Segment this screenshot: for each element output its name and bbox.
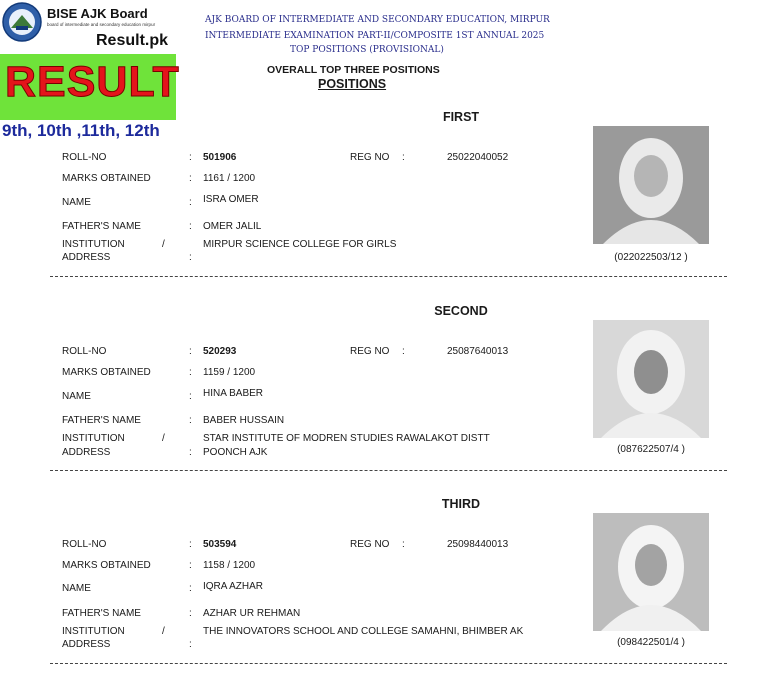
father-label: FATHER'S NAME [62, 608, 141, 619]
position-title: THIRD [441, 497, 481, 511]
colon: : [189, 391, 192, 402]
colon: : [189, 346, 192, 357]
roll-no-label: ROLL-NO [62, 346, 107, 357]
colon: : [189, 152, 192, 163]
roll-no-value: 501906 [203, 152, 237, 163]
colon: : [189, 583, 192, 594]
reg-no-value: 25022040052 [447, 152, 509, 163]
classes-text: 9th, 10th ,11th, 12th [2, 121, 160, 140]
reg-no-value: 25087640013 [447, 346, 509, 357]
colon: : [189, 415, 192, 426]
father-value: OMER JALIL [203, 221, 262, 232]
logo-brand-sub: board of intermediate and secondary education mirpur [47, 22, 156, 27]
slash: / [162, 433, 165, 444]
address-value: POONCH AJK [203, 447, 268, 458]
name-value: HINA BABER [203, 388, 264, 399]
reg-no-label: REG NO [350, 539, 390, 550]
colon: : [189, 197, 192, 208]
student-photo [593, 513, 709, 631]
divider [50, 470, 727, 471]
institution-value: MIRPUR SCIENCE COLLEGE FOR GIRLS [203, 239, 397, 250]
father-value: AZHAR UR REHMAN [203, 608, 301, 619]
header-board: AJK BOARD OF INTERMEDIATE AND SECONDARY EDUCATION, MIRPUR [205, 15, 550, 25]
position-title: SECOND [434, 304, 488, 318]
address-label: ADDRESS [62, 252, 111, 263]
logo-brand: BISE AJK Board [47, 6, 148, 21]
record-first [0, 110, 773, 303]
slash: / [162, 239, 165, 250]
colon: : [189, 608, 192, 619]
divider [50, 663, 727, 664]
photo-code: (098422501/4 ) [617, 637, 685, 648]
divider [50, 276, 727, 277]
roll-no-label: ROLL-NO [62, 539, 107, 550]
colon: : [402, 346, 405, 357]
institution-label: INSTITUTION [62, 626, 125, 637]
name-label: NAME [62, 197, 91, 208]
marks-label: MARKS OBTAINED [62, 367, 151, 378]
address-label: ADDRESS [62, 639, 111, 650]
positions-title: POSITIONS [318, 77, 387, 91]
portrait-icon [593, 126, 709, 244]
colon: : [189, 221, 192, 232]
record-third [0, 497, 773, 681]
father-label: FATHER'S NAME [62, 221, 141, 232]
marks-value: 1159 / 1200 [203, 367, 256, 378]
roll-no-value: 503594 [203, 539, 237, 550]
student-photo [593, 320, 709, 438]
colon: : [402, 539, 405, 550]
reg-no-value: 25098440013 [447, 539, 509, 550]
name-label: NAME [62, 583, 91, 594]
colon: : [402, 152, 405, 163]
header-top-positions: TOP POSITIONS (PROVISIONAL) [290, 45, 444, 55]
institution-value: STAR INSTITUTE OF MODREN STUDIES RAWALAKOT DISTT [203, 433, 490, 444]
header-exam: INTERMEDIATE EXAMINATION PART-II/COMPOSITE 1ST ANNUAL 2025 [205, 31, 545, 41]
address-label: ADDRESS [62, 447, 111, 458]
marks-value: 1158 / 1200 [203, 560, 256, 571]
photo-code: (087622507/4 ) [617, 444, 685, 455]
institution-label: INSTITUTION [62, 239, 125, 250]
logo-site: Result.pk [96, 32, 169, 49]
board-seal-icon [2, 2, 42, 42]
name-value: IQRA AZHAR [203, 581, 264, 592]
institution-value: THE INNOVATORS SCHOOL AND COLLEGE SAMAHNI, BHIMBER AK [203, 626, 524, 637]
colon: : [189, 539, 192, 550]
colon: : [189, 639, 192, 650]
name-label: NAME [62, 391, 91, 402]
marks-label: MARKS OBTAINED [62, 173, 151, 184]
reg-no-label: REG NO [350, 152, 390, 163]
marks-value: 1161 / 1200 [203, 173, 256, 184]
roll-no-label: ROLL-NO [62, 152, 107, 163]
photo-code: (022022503/12 ) [614, 252, 688, 263]
colon: : [189, 173, 192, 184]
father-label: FATHER'S NAME [62, 415, 141, 426]
institution-label: INSTITUTION [62, 433, 125, 444]
slash: / [162, 626, 165, 637]
colon: : [189, 560, 192, 571]
name-value: ISRA OMER [203, 194, 259, 205]
colon: : [189, 447, 192, 458]
roll-no-value: 520293 [203, 346, 237, 357]
reg-no-label: REG NO [350, 346, 390, 357]
result-banner-text: RESULT [5, 58, 180, 106]
colon: : [189, 252, 192, 263]
father-value: BABER HUSSAIN [203, 415, 285, 426]
student-photo [593, 126, 709, 244]
record-second [0, 304, 773, 497]
overall-title: OVERALL TOP THREE POSITIONS [267, 64, 440, 76]
portrait-icon [593, 513, 709, 631]
marks-label: MARKS OBTAINED [62, 560, 151, 571]
colon: : [189, 367, 192, 378]
position-title: FIRST [442, 110, 480, 124]
portrait-icon [593, 320, 709, 438]
